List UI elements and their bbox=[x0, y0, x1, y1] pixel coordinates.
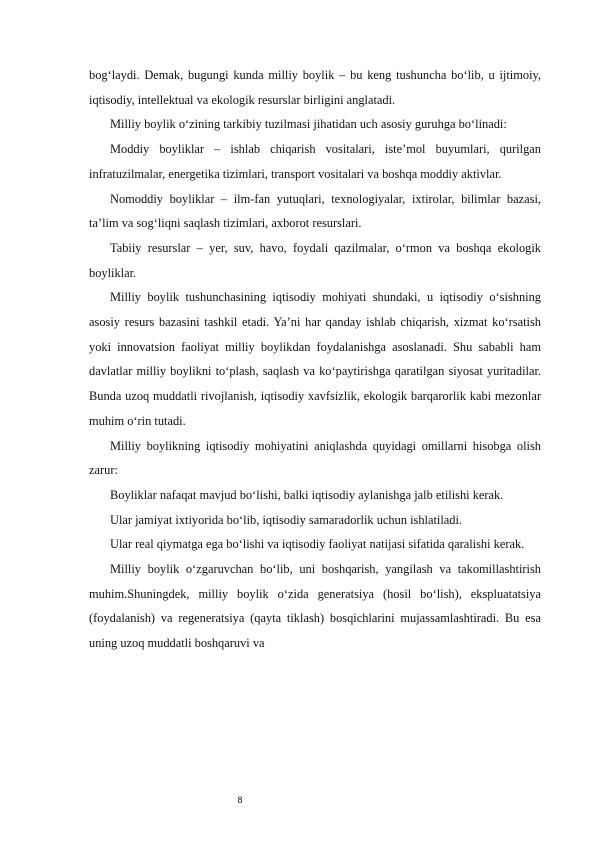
paragraph-economic-essence: Milliy boylik tushunchasining iqtisodiy mohiyati shundaki, u iqtisodiy o‘sishning asosiy resurs bazasini tashkil etadi. Ya’ni har qanday ishlab chiqarish, xizmat ko‘rsatish yoki innovatsion faoliyat milliy boylikdan foydalanishga asoslanadi. Shu sababli ham davlatlar milliy boylikni to‘plash, saqlash va ko‘paytirishga qaratilgan siyosat yuritadilar. Bunda uzoq muddatli rivojlanish, iqtisodiy xavfsizlik, ekologik barqarorlik kabi mezonlar muhim o‘rin tutadi. bbox=[89, 290, 541, 428]
paragraph-intangible-wealth: Nomoddiy boyliklar – ilm-fan yutuqlari, texnologiyalar, ixtirolar, bilimlar bazasi, ta’lim va sog‘liqni saqlash tizimlari, axborot resurslari. bbox=[89, 191, 541, 231]
paragraph-factors-intro: Milliy boylikning iqtisodiy mohiyatini aniqlashda quyidagi omillarni hisobga olish zarur: bbox=[89, 438, 541, 478]
paragraph-factor-circulation: Boyliklar nafaqat mavjud bo‘lishi, balki iqtisodiy aylanishga jalb etilishi kerak. bbox=[110, 487, 504, 502]
paragraph-factor-changeable: Milliy boylik o‘zgaruvchan bo‘lib, uni boshqarish, yangilash va takomillashtirish muhim.Shuningdek, milliy boylik o‘zida generatsiya (hosil bo‘lish), ekspluatatsiya (foydalanish) va regeneratsiya (qayta tiklash) bosqichlarini mujassamlashtiradi. Bu esa uning uzoq muddatli boshqaruvi va bbox=[89, 562, 541, 651]
document-page bbox=[89, 63, 541, 656]
paragraph-structure-groups: Milliy boylik o‘zining tarkibiy tuzilmasi jihatidan uch asosiy guruhga bo‘linadi: bbox=[110, 117, 507, 132]
page-number: 8 bbox=[237, 795, 243, 805]
paragraph-intro-continuation: bog‘laydi. Demak, bugungi kunda milliy boylik – bu keng tushuncha bo‘lib, u ijtimoiy, iqtisodiy, intellektual va ekologik resurslar birligini anglatadi. bbox=[89, 68, 541, 107]
paragraph-factor-society: Ular jamiyat ixtiyorida bo‘lib, iqtisodiy samaradorlik uchun ishlatiladi. bbox=[110, 512, 463, 527]
paragraph-natural-resources: Tabiiy resurslar – yer, suv, havo, foydali qazilmalar, o‘rmon va boshqa ekologik boyliklar. bbox=[89, 240, 541, 280]
paragraph-material-wealth: Moddiy boyliklar – ishlab chiqarish vositalari, iste’mol buyumlari, qurilgan infratuzilmalar, energetika tizimlari, transport vositalari va boshqa moddiy aktivlar. bbox=[89, 142, 541, 181]
paragraph-factor-real-value: Ular real qiymatga ega bo‘lishi va iqtisodiy faoliyat natijasi sifatida qaralishi kerak. bbox=[110, 537, 525, 552]
